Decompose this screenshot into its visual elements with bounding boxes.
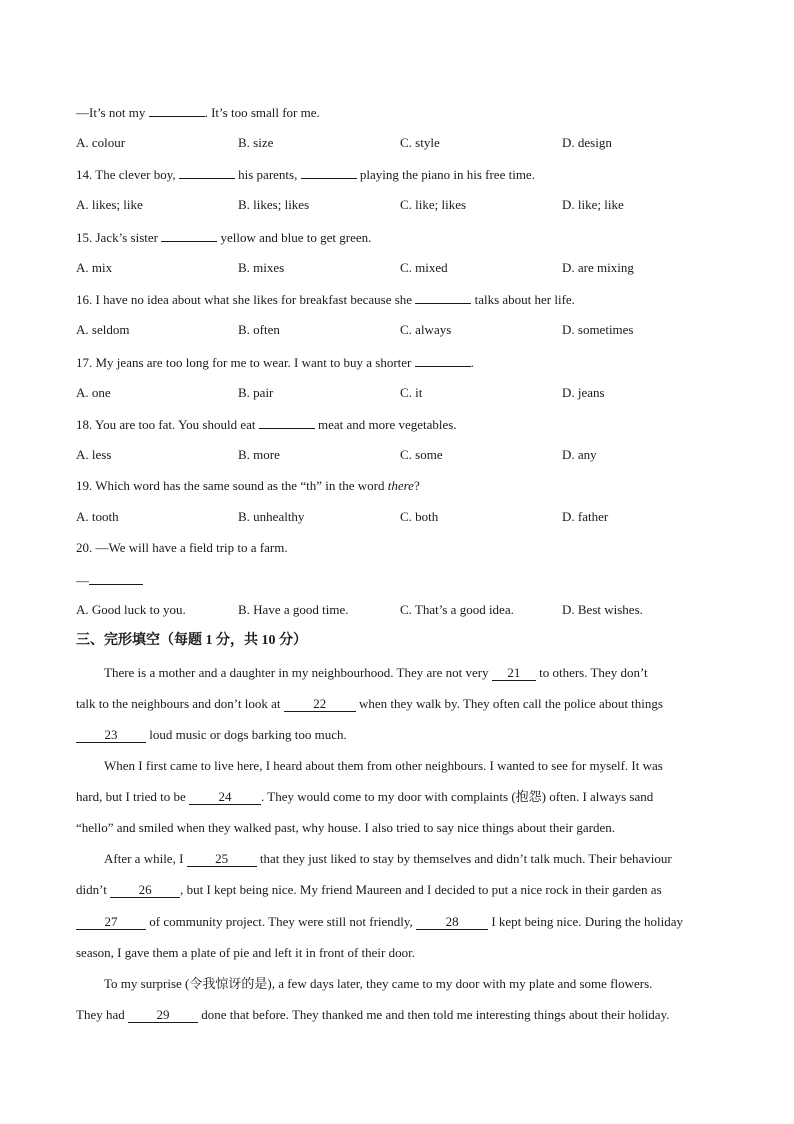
q13-blank xyxy=(149,104,205,117)
q20-option-c: C. That’s a good idea. xyxy=(400,602,514,617)
passage-text: done that before. They thanked me and then told me interesting things about their holiday. xyxy=(197,1007,670,1022)
question-17-stem xyxy=(76,354,474,371)
section-3-heading: 三、完形填空（每题 1 分，共 10 分） xyxy=(76,633,307,648)
question-20-stem: 20. —We will have a field trip to a farm. xyxy=(76,540,288,555)
q19-option-c: C. both xyxy=(400,509,439,524)
q18-option-b: B. more xyxy=(238,447,280,462)
q14-blank-1 xyxy=(179,166,235,179)
blank-23: 23 xyxy=(76,728,146,743)
q20-option-a: A. Good luck to you. xyxy=(76,602,186,617)
q17-stem-post: . xyxy=(470,355,474,370)
q13-option-d: D. design xyxy=(562,135,612,150)
blank-27: 27 xyxy=(76,915,146,930)
q13-stem-post: . It’s too small for me. xyxy=(204,105,320,120)
q15-option-c: C. mixed xyxy=(400,260,448,275)
q18-stem-post: meat and more vegetables. xyxy=(314,417,457,432)
q15-option-b: B. mixes xyxy=(238,260,285,275)
q20-reply-dash: — xyxy=(76,573,89,588)
question-19-options xyxy=(76,509,736,525)
q17-option-a: A. one xyxy=(76,385,111,400)
q17-option-c: C. it xyxy=(400,385,423,400)
q18-option-c: C. some xyxy=(400,447,443,462)
q20-option-b: B. Have a good time. xyxy=(238,602,349,617)
q18-blank xyxy=(259,416,315,429)
passage-p1-line-1 xyxy=(104,665,750,681)
q17-stem-pre: 17. My jeans are too long for me to wear. I want to buy a shorter xyxy=(76,355,415,370)
q18-option-d: D. any xyxy=(562,447,597,462)
passage-p3-line-2 xyxy=(76,882,722,898)
q16-option-c: C. always xyxy=(400,322,452,337)
q17-option-b: B. pair xyxy=(238,385,274,400)
passage-p2-line-2 xyxy=(76,789,722,805)
q14-option-c: C. like; likes xyxy=(400,197,467,212)
passage-text: After a while, I xyxy=(104,851,187,866)
question-18-options xyxy=(76,447,736,463)
q16-option-d: D. sometimes xyxy=(562,322,634,337)
question-20-reply xyxy=(76,572,143,589)
q19-option-d: D. father xyxy=(562,509,609,524)
question-13-options xyxy=(76,135,736,151)
q16-option-a: A. seldom xyxy=(76,322,130,337)
passage-p1-line-2 xyxy=(76,696,722,712)
question-17-options xyxy=(76,385,736,401)
q16-stem-pre: 16. I have no idea about what she likes for breakfast because she xyxy=(76,292,416,307)
question-18-stem xyxy=(76,416,457,433)
q17-option-d: D. jeans xyxy=(562,385,605,400)
passage-p2-line-3: “hello” and smiled when they walked past, why house. I also tried to say nice things about their garden. xyxy=(76,820,615,835)
q15-option-a: A. mix xyxy=(76,260,113,275)
passage-p3-line-1 xyxy=(104,851,750,867)
passage-text: of community project. They were still not friendly, xyxy=(146,914,417,929)
q19-stem-pre: 19. Which word has the same sound as the “th” in the word xyxy=(76,478,388,493)
blank-26: 26 xyxy=(110,883,180,898)
blank-25: 25 xyxy=(187,852,257,867)
q20-blank xyxy=(89,572,143,585)
q15-blank xyxy=(161,229,217,242)
q20-option-d: D. Best wishes. xyxy=(562,602,643,617)
q16-option-b: B. often xyxy=(238,322,280,337)
question-16-options xyxy=(76,322,736,338)
passage-text: I kept being nice. During the holiday xyxy=(488,914,684,929)
passage-text: talk to the neighbours and don’t look at xyxy=(76,696,284,711)
blank-22: 22 xyxy=(284,697,356,712)
q19-option-a: A. tooth xyxy=(76,509,119,524)
passage-text: hard, but I tried to be xyxy=(76,789,189,804)
q16-blank xyxy=(415,291,471,304)
q13-option-c: C. style xyxy=(400,135,440,150)
q19-option-b: B. unhealthy xyxy=(238,509,305,524)
question-16-stem xyxy=(76,291,575,308)
blank-24: 24 xyxy=(189,790,261,805)
q14-stem-2: his parents, xyxy=(234,167,301,182)
passage-text: when they walk by. They often call the police about things xyxy=(355,696,663,711)
q18-stem-pre: 18. You are too fat. You should eat xyxy=(76,417,259,432)
question-14-options xyxy=(76,197,736,213)
question-19-stem xyxy=(76,478,420,494)
q14-option-b: B. likes; likes xyxy=(238,197,310,212)
q14-option-a: A. likes; like xyxy=(76,197,143,212)
q15-stem-post: yellow and blue to get green. xyxy=(217,230,372,245)
passage-text: to others. They don’t xyxy=(535,665,648,680)
passage-text: There is a mother and a daughter in my neighbourhood. They are not very xyxy=(104,665,492,680)
q18-option-a: A. less xyxy=(76,447,112,462)
q14-stem-1: 14. The clever boy, xyxy=(76,167,179,182)
q14-stem-3: playing the piano in his free time. xyxy=(356,167,535,182)
q14-option-d: D. like; like xyxy=(562,197,624,212)
question-14-stem xyxy=(76,166,535,183)
passage-text: didn’t xyxy=(76,882,111,897)
q16-stem-post: talks about her life. xyxy=(471,292,575,307)
passage-text: loud music or dogs barking too much. xyxy=(146,727,347,742)
blank-28: 28 xyxy=(416,915,488,930)
q19-stem-post: ? xyxy=(413,478,420,493)
q13-stem-pre: —It’s not my xyxy=(76,105,149,120)
passage-text: , but I kept being nice. My friend Maureen and I decided to put a nice rock in their garden as xyxy=(180,882,662,897)
question-15-options xyxy=(76,260,736,276)
passage-text: that they just liked to stay by themselves and didn’t talk much. Their behaviour xyxy=(256,851,672,866)
passage-p3-line-4: season, I gave them a plate of pie and left it in front of their door. xyxy=(76,945,415,960)
q13-option-b: B. size xyxy=(238,135,274,150)
q14-blank-2 xyxy=(301,166,357,179)
passage-p4-line-1: To my surprise (令我惊讶的是), a few days later, they came to my door with my plate and some flowers. xyxy=(104,976,653,991)
question-20-options xyxy=(76,602,736,618)
passage-text: . They would come to my door with complaints (抱怨) often. I always sand xyxy=(261,789,654,804)
passage-p4-line-2 xyxy=(76,1007,722,1023)
blank-29: 29 xyxy=(128,1008,198,1023)
q13-option-a: A. colour xyxy=(76,135,126,150)
blank-21: 21 xyxy=(492,666,536,681)
q17-blank xyxy=(415,354,471,367)
passage-text: They had xyxy=(76,1007,128,1022)
passage-p2-line-1: When I first came to live here, I heard about them from other neighbours. I wanted to see for myself. It was xyxy=(104,758,663,773)
question-13-stem xyxy=(76,104,320,121)
passage-p3-line-3 xyxy=(76,914,722,930)
question-15-stem xyxy=(76,229,371,246)
q15-option-d: D. are mixing xyxy=(562,260,634,275)
q19-stem-word: there xyxy=(387,478,414,493)
passage-p1-line-3 xyxy=(76,727,722,743)
q15-stem-pre: 15. Jack’s sister xyxy=(76,230,162,245)
